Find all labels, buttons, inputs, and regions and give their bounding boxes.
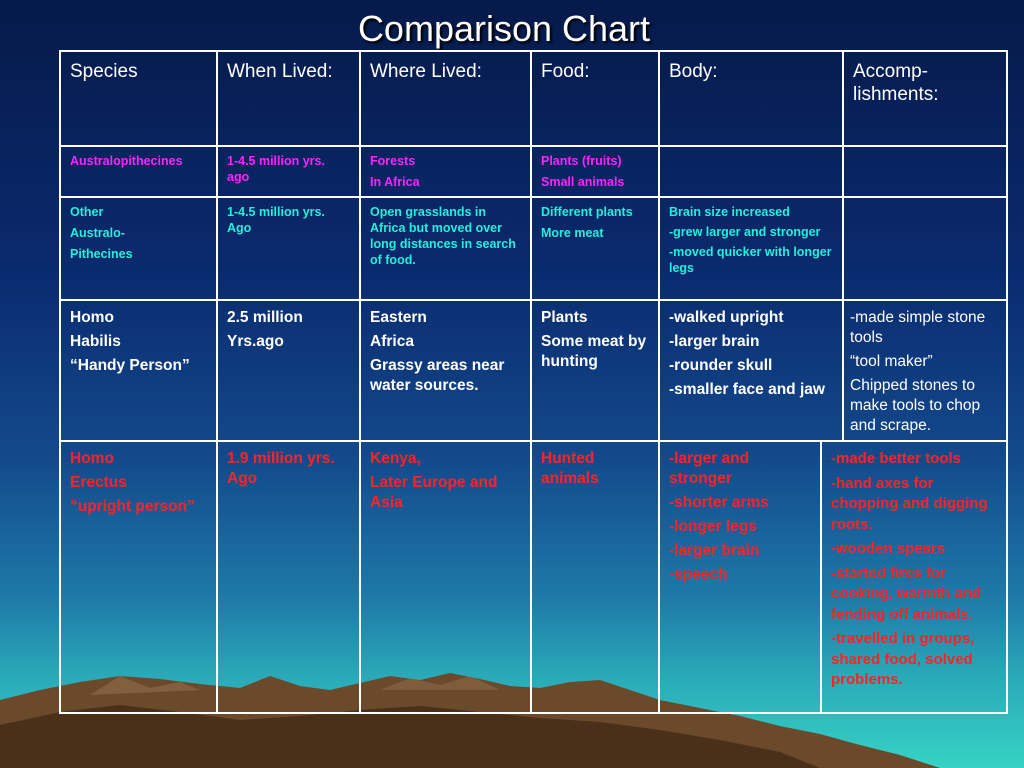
cell-where-lived: Eastern Africa Grassy areas near water sources.: [361, 301, 532, 440]
cell-body: [660, 147, 844, 196]
cell-body: -larger and stronger -shorter arms -longer legs -larger brain -speech: [660, 442, 822, 712]
cell-body: -walked upright -larger brain -rounder skull -smaller face and jaw: [660, 301, 844, 440]
header-when-lived: When Lived:: [218, 52, 361, 145]
cell-where-lived: Forests In Africa: [361, 147, 532, 196]
cell-where-lived: Kenya, Later Europe and Asia: [361, 442, 532, 712]
slide-title: Comparison Chart: [357, 8, 651, 49]
cell-accomplishments: [844, 198, 1006, 299]
header-food: Food:: [532, 52, 660, 145]
cell-species: Australopithecines: [61, 147, 218, 196]
cell-accomplishments: [844, 147, 1006, 196]
cell-species: Homo Habilis “Handy Person”: [61, 301, 218, 440]
cell-species: Other Australo- Pithecines: [61, 198, 218, 299]
table-row: [61, 301, 1006, 442]
cell-body: Brain size increased -grew larger and stronger -moved quicker with longer legs: [660, 198, 844, 299]
cell-accomplishments: -made better tools -hand axes for chopping and digging roots. -wooden spears -started fires for cooking, warmth and fending off animals. -travelled in groups, shared food, solved problems.: [831, 450, 988, 688]
cell-when-lived: 1.9 million yrs. Ago: [218, 442, 361, 712]
header-accomplishments: Accomp-lishments:: [853, 61, 939, 105]
cell-food: Plants (fruits) Small animals: [532, 147, 660, 196]
cell-when-lived: 2.5 million Yrs.ago: [218, 301, 361, 440]
cell-food: Different plants More meat: [532, 198, 660, 299]
table-header-row: [61, 52, 1006, 147]
table-row: [61, 442, 1006, 712]
header-where-lived: Where Lived:: [361, 52, 532, 145]
cell-species: Homo Erectus “upright person”: [61, 442, 218, 712]
header-body: Body:: [660, 52, 844, 145]
table-row: [61, 198, 1006, 301]
header-species: Species: [61, 52, 218, 145]
comparison-table: [59, 50, 1008, 714]
cell-when-lived: 1-4.5 million yrs. ago: [218, 147, 361, 196]
cell-when-lived: 1-4.5 million yrs. Ago: [218, 198, 361, 299]
cell-where-lived: Open grasslands in Africa but moved over long distances in search of food.: [361, 198, 532, 299]
cell-accomplishments: -made simple stone tools “tool maker” Chipped stones to make tools to chop and scrape.: [850, 309, 986, 434]
cell-food: Hunted animals: [532, 442, 660, 712]
table-row: [61, 147, 1006, 198]
cell-food: Plants Some meat by hunting: [532, 301, 660, 440]
